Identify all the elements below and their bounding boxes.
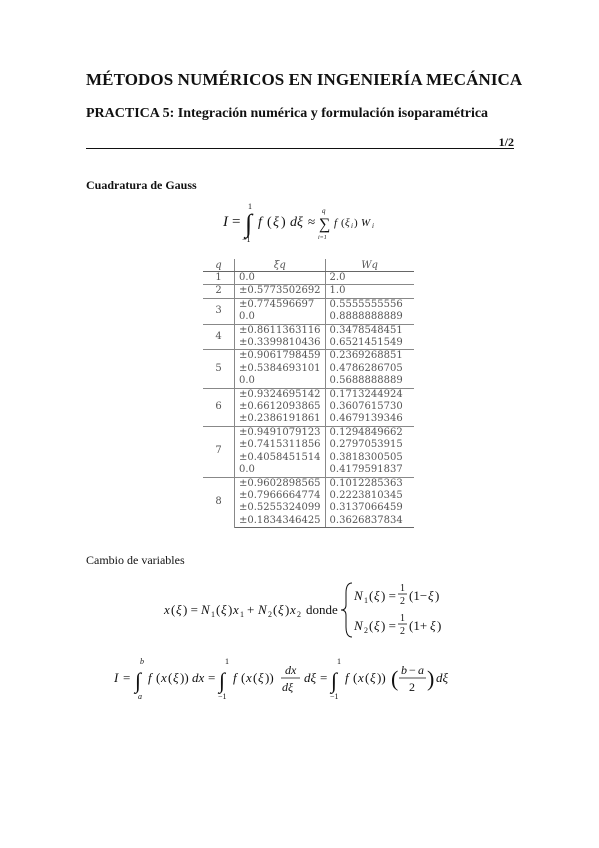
cell-w: 0.3137066459 xyxy=(329,502,403,514)
svg-text:b: b xyxy=(140,657,144,666)
table-header-row xyxy=(203,259,414,272)
svg-text:2: 2 xyxy=(400,626,405,637)
cell-q: 2 xyxy=(203,285,235,298)
svg-text:dx: dx xyxy=(192,670,205,685)
cell-w: 0.8888888889 xyxy=(329,311,403,323)
svg-text:(: ( xyxy=(353,670,358,685)
cell-xi: ±0.9061798459 xyxy=(235,350,326,363)
svg-text:=: = xyxy=(123,670,131,685)
cell-xi: ±0.4058451514 xyxy=(235,452,326,464)
table-row xyxy=(203,272,414,285)
svg-text:−1: −1 xyxy=(218,692,227,701)
svg-text:(: ( xyxy=(273,602,278,617)
svg-text:I: I xyxy=(223,214,228,230)
svg-text:ξ: ξ xyxy=(273,215,279,230)
table-row xyxy=(203,515,414,528)
svg-text:N: N xyxy=(354,588,363,603)
svg-text:x: x xyxy=(161,670,167,685)
svg-text:x: x xyxy=(358,670,364,685)
cell-w: 0.3626837834 xyxy=(325,515,414,528)
svg-text:): ) xyxy=(435,588,440,603)
svg-text:): ) xyxy=(354,217,358,229)
svg-text:(: ( xyxy=(241,670,246,685)
svg-text:f: f xyxy=(233,670,237,685)
cell-xi: ±0.5773502692 xyxy=(235,285,326,298)
svg-text:=: = xyxy=(208,670,216,685)
svg-text:ξ: ξ xyxy=(430,618,436,633)
svg-text:∫: ∫ xyxy=(245,209,253,238)
svg-text:i: i xyxy=(372,222,374,230)
table-row xyxy=(203,452,414,464)
svg-text:2: 2 xyxy=(297,610,301,619)
svg-text:1: 1 xyxy=(211,610,215,619)
svg-text:) =: ) = xyxy=(381,618,396,633)
cell-w: 0.3818300505 xyxy=(329,451,403,463)
table-row xyxy=(203,477,414,490)
svg-text:ξ: ξ xyxy=(374,588,380,603)
svg-text:) =: ) = xyxy=(183,602,198,617)
table-row xyxy=(203,426,414,439)
cell-xi: ±0.1834346425 xyxy=(235,515,326,528)
svg-text:x: x xyxy=(233,602,239,617)
svg-text:f: f xyxy=(258,215,262,230)
section-heading-gauss: Cuadratura de Gauss xyxy=(86,178,197,192)
svg-text:(: ( xyxy=(341,217,345,229)
cell-q: 7 xyxy=(203,426,235,477)
svg-text:i=1: i=1 xyxy=(318,235,327,241)
table-row xyxy=(203,375,414,388)
svg-text:ξ: ξ xyxy=(374,618,380,633)
svg-text:N: N xyxy=(258,602,267,617)
cell-w: 0.3478548451 xyxy=(325,324,414,337)
cell-w: 0.4179591837 xyxy=(329,464,403,476)
svg-text:1: 1 xyxy=(400,613,405,624)
cell-q: 4 xyxy=(203,324,235,350)
svg-text:(: ( xyxy=(267,215,272,230)
svg-text:∫: ∫ xyxy=(331,668,338,693)
svg-text:(: ( xyxy=(168,670,173,685)
svg-text:=: = xyxy=(232,214,241,230)
page-subtitle: PRACTICA 5: Integración numérica y formulación isoparamétrica xyxy=(86,106,489,121)
svg-text:(: ( xyxy=(369,618,374,633)
cell-xi: ±0.2386191861 xyxy=(235,413,326,426)
gauss-quadrature-formula xyxy=(215,198,395,246)
table-row xyxy=(203,311,414,324)
cell-w: 0.4679139346 xyxy=(329,413,403,425)
svg-text:W: W xyxy=(361,217,371,229)
table-row xyxy=(203,464,414,477)
svg-text:+: + xyxy=(247,602,255,617)
svg-text:=: = xyxy=(320,670,328,685)
cell-w: 0.1294849662 xyxy=(325,426,414,439)
svg-text:ξ: ξ xyxy=(176,602,182,617)
table-row xyxy=(203,298,414,311)
svg-text:∫: ∫ xyxy=(135,668,142,693)
cell-w: 0.4786286705 xyxy=(329,362,403,374)
cell-q: 6 xyxy=(203,388,235,426)
svg-text:ξ: ξ xyxy=(258,670,264,685)
change-of-variables-equation xyxy=(160,579,460,641)
svg-text:a: a xyxy=(418,663,424,677)
cell-q: 8 xyxy=(203,477,235,528)
svg-text:): ) xyxy=(228,602,233,617)
svg-text:−1: −1 xyxy=(242,235,251,244)
table-row xyxy=(203,324,414,337)
table-row xyxy=(203,490,414,502)
svg-text:): ) xyxy=(281,215,286,230)
svg-text:f: f xyxy=(334,217,338,229)
svg-text:)): )) xyxy=(377,670,386,685)
svg-text:ξ: ξ xyxy=(428,588,434,603)
cell-w: 1.0 xyxy=(325,285,414,298)
svg-text:∑: ∑ xyxy=(319,216,331,233)
svg-text:(: ( xyxy=(253,670,258,685)
integral-transformation-equation xyxy=(112,655,492,703)
svg-text:1: 1 xyxy=(337,657,341,666)
table-row xyxy=(203,337,414,350)
svg-text:1: 1 xyxy=(400,583,405,594)
svg-text:(: ( xyxy=(369,588,374,603)
cell-w: 2.0 xyxy=(329,272,346,283)
table-row xyxy=(203,413,414,426)
svg-text:(: ( xyxy=(391,666,399,691)
svg-text:2: 2 xyxy=(409,680,415,694)
svg-text:I: I xyxy=(114,670,119,685)
svg-text:x: x xyxy=(246,670,252,685)
svg-text:): ) xyxy=(437,618,442,633)
svg-text:1: 1 xyxy=(240,610,244,619)
svg-text:): ) xyxy=(427,666,435,691)
cell-xi: 0.0 xyxy=(235,272,326,285)
svg-text:2: 2 xyxy=(400,596,405,607)
cell-xi: 0.0 xyxy=(235,375,326,388)
gauss-table-body xyxy=(203,272,414,528)
page-number: 1/2 xyxy=(498,135,514,149)
svg-text:f: f xyxy=(345,670,349,685)
cell-xi: ±0.9324695142 xyxy=(235,388,326,401)
cell-q: 3 xyxy=(203,298,235,324)
section-heading-change-of-variables: Cambio de variables xyxy=(86,553,185,567)
svg-text:(1−: (1− xyxy=(409,588,428,603)
svg-text:≈: ≈ xyxy=(308,214,316,229)
cell-xi: ±0.774596697 xyxy=(235,298,326,311)
svg-text:i: i xyxy=(351,222,353,230)
cell-xi: ±0.7966664774 xyxy=(235,490,326,502)
svg-text:dξ: dξ xyxy=(436,670,449,685)
cell-q: 1 xyxy=(203,272,235,285)
cell-w: 0.3607615730 xyxy=(329,401,403,413)
header-rule xyxy=(86,148,514,149)
cell-w: 0.1713244924 xyxy=(325,388,414,401)
svg-text:) =: ) = xyxy=(381,588,396,603)
cell-w: 0.2797053915 xyxy=(329,439,403,451)
svg-text:): ) xyxy=(285,602,290,617)
cell-xi: ±0.9491079123 xyxy=(235,426,326,439)
svg-text:ξ: ξ xyxy=(370,670,376,685)
svg-text:)): )) xyxy=(180,670,189,685)
cell-w: 0.2369268851 xyxy=(325,350,414,363)
svg-text:dξ: dξ xyxy=(282,680,294,694)
table-row xyxy=(203,502,414,514)
svg-text:ξ: ξ xyxy=(278,602,284,617)
table-row xyxy=(203,439,414,451)
svg-text:b: b xyxy=(401,663,407,677)
svg-text:x: x xyxy=(164,602,170,617)
svg-text:x: x xyxy=(290,602,296,617)
cell-w: 0.5555555556 xyxy=(325,298,414,311)
svg-text:−: − xyxy=(409,663,416,677)
cell-xi: ±0.6612093865 xyxy=(235,401,326,413)
gauss-points-table xyxy=(203,259,414,528)
svg-text:1: 1 xyxy=(248,202,252,211)
cell-w: 0.1012285363 xyxy=(325,477,414,490)
cell-w: 0.6521451549 xyxy=(329,337,403,349)
svg-text:(1+: (1+ xyxy=(409,618,428,633)
svg-text:dξ: dξ xyxy=(290,215,303,230)
column-header-q: q xyxy=(203,259,235,272)
table-row xyxy=(203,401,414,413)
svg-text:N: N xyxy=(354,618,363,633)
svg-text:−1: −1 xyxy=(330,692,339,701)
table-row xyxy=(203,350,414,363)
cell-xi: ±0.3399810436 xyxy=(235,337,326,350)
svg-text:)): )) xyxy=(265,670,274,685)
page-title: MÉTODOS NUMÉRICOS EN INGENIERÍA MECÁNICA xyxy=(86,70,523,89)
svg-text:(: ( xyxy=(156,670,161,685)
column-header-xi: ξq xyxy=(235,259,326,272)
table-row xyxy=(203,363,414,375)
svg-text:N: N xyxy=(201,602,210,617)
table-row xyxy=(203,388,414,401)
donde-word: donde xyxy=(306,602,338,617)
cell-xi: ±0.7415311856 xyxy=(235,439,326,451)
svg-text:ξ: ξ xyxy=(345,217,350,229)
svg-text:dξ: dξ xyxy=(304,670,317,685)
svg-text:1: 1 xyxy=(364,596,368,605)
svg-text:2: 2 xyxy=(364,626,368,635)
svg-text:f: f xyxy=(148,670,152,685)
cell-xi: 0.0 xyxy=(235,464,326,477)
cell-xi: ±0.9602898565 xyxy=(235,477,326,490)
svg-text:(: ( xyxy=(216,602,221,617)
cell-xi: 0.0 xyxy=(235,311,326,324)
svg-text:1: 1 xyxy=(225,657,229,666)
cell-w: 0.5688888889 xyxy=(329,375,403,387)
svg-text:ξ: ξ xyxy=(221,602,227,617)
svg-text:2: 2 xyxy=(268,610,272,619)
svg-text:q: q xyxy=(322,207,326,215)
cell-q: 5 xyxy=(203,350,235,388)
table-row xyxy=(203,285,414,298)
svg-text:∫: ∫ xyxy=(219,668,226,693)
cell-xi: ±0.8611363116 xyxy=(235,324,326,337)
svg-text:dx: dx xyxy=(285,663,297,677)
svg-text:ξ: ξ xyxy=(173,670,179,685)
svg-text:a: a xyxy=(138,692,142,701)
column-header-w: Wq xyxy=(325,259,414,272)
cell-xi: ±0.5255324099 xyxy=(235,502,326,514)
cell-xi: ±0.5384693101 xyxy=(235,363,326,375)
cell-w: 0.2223810345 xyxy=(329,489,403,501)
svg-text:(: ( xyxy=(171,602,176,617)
svg-text:(: ( xyxy=(365,670,370,685)
